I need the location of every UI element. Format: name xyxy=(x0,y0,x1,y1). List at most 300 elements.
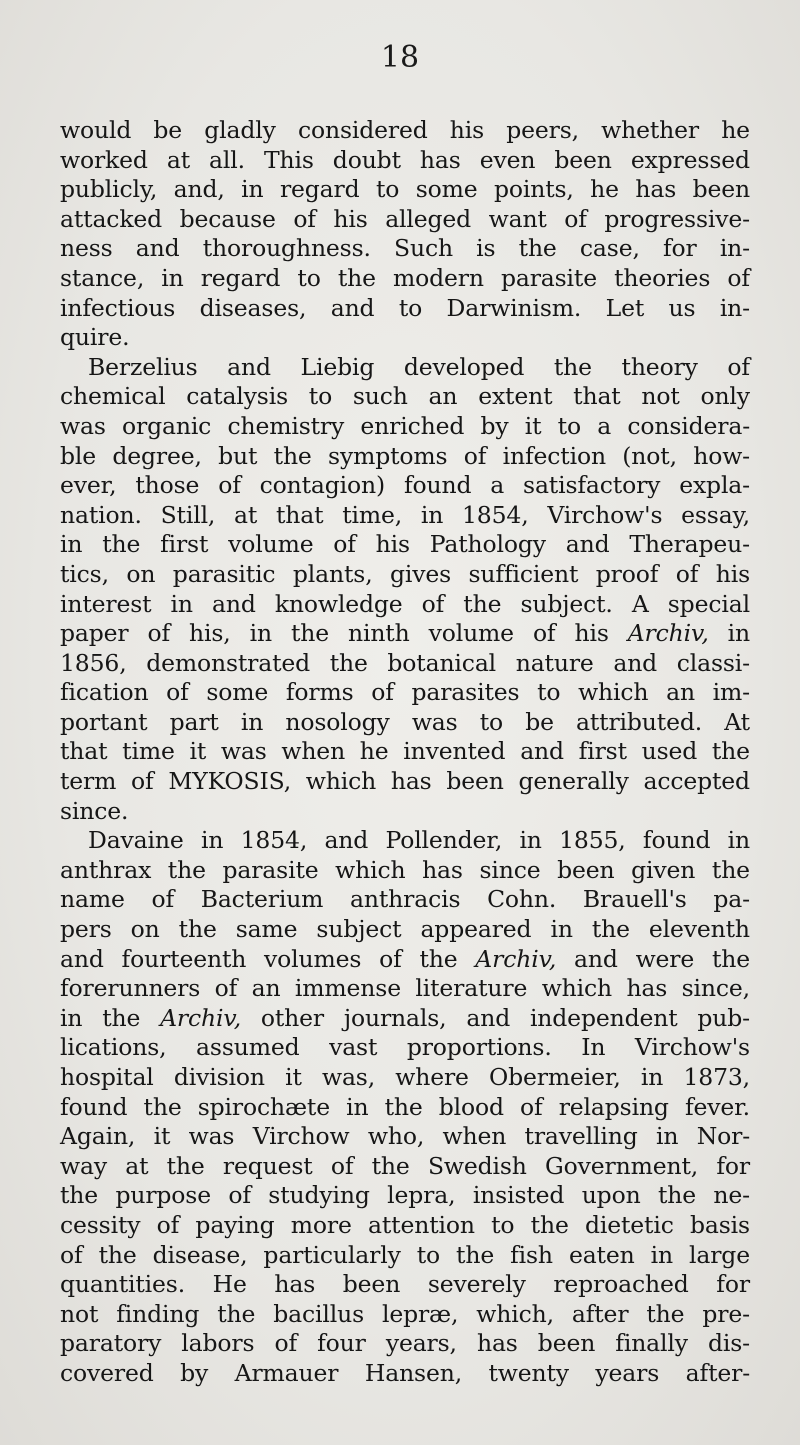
word: has xyxy=(635,175,677,204)
word: hospital xyxy=(60,1063,154,1091)
word: when xyxy=(281,737,346,766)
word: Virchow's xyxy=(547,500,663,529)
text-line xyxy=(60,885,750,915)
word: of xyxy=(60,1240,83,1269)
word: parasite xyxy=(222,855,319,884)
word: of xyxy=(727,352,750,381)
word: the xyxy=(102,530,141,559)
word: only xyxy=(700,382,750,411)
word: regard xyxy=(279,175,360,204)
word: has xyxy=(476,1329,518,1358)
word: extent xyxy=(478,382,553,411)
word: volume xyxy=(428,619,514,648)
word: expla- xyxy=(679,471,750,500)
word: (not, xyxy=(622,441,677,470)
text-line xyxy=(60,175,750,205)
word: which xyxy=(578,678,649,707)
text-line xyxy=(60,234,750,264)
word: anthrax xyxy=(60,855,152,884)
word: Government, xyxy=(545,1151,699,1180)
word: thoroughness. xyxy=(202,234,371,263)
word: to xyxy=(375,175,400,204)
word: to xyxy=(308,382,333,411)
word: the xyxy=(290,619,329,648)
word: of xyxy=(166,678,189,707)
word: Virchow's xyxy=(634,1033,750,1062)
word: relapsing xyxy=(558,1092,669,1121)
word: subject. xyxy=(520,589,613,618)
text-line xyxy=(60,915,750,945)
word: of xyxy=(532,619,556,648)
word: after- xyxy=(685,1358,750,1387)
word: and xyxy=(520,737,564,766)
word: botanical xyxy=(387,648,497,677)
word: the xyxy=(518,234,557,263)
word: gives xyxy=(390,559,452,588)
word: Still, xyxy=(160,500,216,529)
word: Pollender, xyxy=(385,826,503,855)
word: on xyxy=(126,559,156,588)
word: that xyxy=(60,737,108,766)
word: points, xyxy=(493,175,574,204)
word: the xyxy=(553,352,592,381)
word: been xyxy=(537,1329,596,1358)
word: attacked xyxy=(60,204,163,233)
word: travelling xyxy=(524,1122,638,1151)
word: which xyxy=(305,767,377,796)
word: publicly, xyxy=(60,175,158,204)
word: invented xyxy=(403,737,506,766)
word: those xyxy=(135,471,200,500)
word: organic xyxy=(122,411,212,440)
word: in xyxy=(727,619,750,648)
word: of xyxy=(151,885,174,914)
text-line xyxy=(60,1300,750,1330)
word: an xyxy=(666,678,695,707)
text-line xyxy=(60,678,750,708)
word: be xyxy=(525,707,554,736)
word: literature xyxy=(415,974,528,1003)
word: at xyxy=(234,500,258,529)
word: and, xyxy=(173,175,225,204)
word: finally xyxy=(615,1329,688,1358)
word: since. xyxy=(60,796,129,825)
word: by xyxy=(480,411,509,440)
text-line xyxy=(60,205,750,235)
word: in xyxy=(656,1122,679,1151)
word: ninth xyxy=(347,619,410,648)
word: to xyxy=(416,1240,441,1269)
word: would xyxy=(60,116,132,144)
word: been xyxy=(554,145,612,174)
word: which, xyxy=(476,1299,554,1328)
word: an xyxy=(428,382,458,411)
word: independent xyxy=(529,1003,678,1032)
word: Obermeier, xyxy=(489,1063,621,1091)
word: Bacterium xyxy=(200,885,324,914)
word: This xyxy=(263,145,314,174)
word: in xyxy=(519,826,542,855)
text-line xyxy=(60,826,750,856)
word: but xyxy=(218,441,258,470)
word: his xyxy=(333,204,368,233)
text-line xyxy=(60,708,750,738)
word: that xyxy=(275,500,324,529)
word: the xyxy=(711,737,750,766)
word: appeared xyxy=(420,915,532,944)
word: his xyxy=(574,619,609,648)
word: by xyxy=(180,1358,209,1387)
word: in- xyxy=(719,293,750,322)
word: 1854, xyxy=(462,500,529,529)
word: case, xyxy=(579,234,640,263)
word: for xyxy=(662,234,697,263)
word: has xyxy=(422,855,463,884)
word: upon xyxy=(581,1181,641,1210)
word: his xyxy=(375,530,410,559)
word: ne- xyxy=(713,1181,750,1210)
word: large xyxy=(688,1240,750,1269)
text-line xyxy=(60,1270,750,1300)
word: In xyxy=(581,1033,606,1062)
word: division xyxy=(173,1063,265,1091)
word: in xyxy=(346,1092,369,1121)
word: of xyxy=(675,559,699,588)
word: and xyxy=(613,648,658,677)
word: reproached xyxy=(553,1270,689,1299)
word: proportions. xyxy=(406,1033,552,1062)
word: at xyxy=(125,1151,149,1180)
word: Davaine xyxy=(88,826,184,855)
word: has xyxy=(419,145,461,174)
text-line xyxy=(60,1152,750,1182)
word: journals, xyxy=(343,1003,447,1032)
word: that xyxy=(573,382,621,411)
word: since, xyxy=(681,974,750,1003)
word: the xyxy=(98,1240,137,1269)
word: Pathology xyxy=(429,530,546,559)
word: his, xyxy=(189,619,231,648)
word: he xyxy=(590,175,619,204)
word: the xyxy=(166,1151,205,1180)
word: way xyxy=(60,1151,107,1180)
word: modern xyxy=(392,263,484,292)
text-line xyxy=(60,442,750,472)
word: Brauell's xyxy=(582,885,687,914)
word: worked xyxy=(60,145,148,174)
word: lepræ, xyxy=(381,1299,459,1328)
word: Such xyxy=(394,234,453,263)
word: of xyxy=(147,619,171,648)
word: whether xyxy=(601,116,699,144)
text-line xyxy=(60,1093,750,1123)
word: dis- xyxy=(707,1329,750,1358)
word: attributed. xyxy=(576,707,703,736)
word: request xyxy=(222,1151,313,1180)
word: considered xyxy=(297,116,428,144)
word: Virchow xyxy=(252,1122,350,1151)
word: has xyxy=(274,1270,316,1299)
word: assumed xyxy=(196,1033,300,1062)
text-line xyxy=(60,471,750,501)
text-line xyxy=(60,737,750,767)
word: vast xyxy=(329,1033,378,1062)
word: pre- xyxy=(702,1299,750,1328)
word: term xyxy=(60,767,117,796)
word: portant xyxy=(60,707,148,736)
word: his xyxy=(715,559,750,588)
word: sufficient xyxy=(468,559,579,588)
word: the xyxy=(337,263,376,292)
word: of xyxy=(727,263,750,292)
word: and xyxy=(227,352,271,381)
word: symptoms xyxy=(328,441,448,470)
word: Cohn. xyxy=(487,885,557,914)
word: because xyxy=(179,204,276,233)
word: the xyxy=(60,1181,99,1210)
word: time xyxy=(122,737,175,766)
word: after xyxy=(571,1299,629,1328)
word: the xyxy=(456,1240,495,1269)
word: 1873, xyxy=(683,1063,750,1091)
word: been xyxy=(342,1270,401,1299)
word: stance, xyxy=(60,263,145,292)
word: theory xyxy=(621,352,698,381)
word: eleventh xyxy=(648,915,750,944)
word: pers xyxy=(60,915,112,944)
word: immense xyxy=(294,974,401,1003)
word: severely xyxy=(427,1270,526,1299)
text-line xyxy=(60,560,750,590)
word: a xyxy=(490,471,505,500)
word: catalysis xyxy=(186,382,288,411)
word: of xyxy=(520,1092,543,1121)
word: to xyxy=(479,707,504,736)
word: of xyxy=(463,441,487,470)
word: gladly xyxy=(204,116,276,144)
word: of xyxy=(218,471,241,500)
word: how- xyxy=(693,441,750,470)
word: subject xyxy=(316,915,402,944)
text-line xyxy=(60,146,750,176)
text-line xyxy=(60,264,750,294)
word: such xyxy=(352,382,408,411)
text-line xyxy=(60,974,750,1004)
text-line xyxy=(60,1181,750,1211)
word: in xyxy=(640,1063,664,1091)
word: im- xyxy=(712,678,750,707)
word: us xyxy=(668,293,696,322)
word: tics, xyxy=(60,559,109,588)
word: were xyxy=(635,944,695,973)
word: degree, xyxy=(112,441,202,470)
word: blood xyxy=(438,1092,504,1121)
text-line xyxy=(60,323,750,353)
word: time, xyxy=(342,500,403,529)
word: to xyxy=(297,263,321,292)
word: and xyxy=(212,589,256,618)
word: infectious xyxy=(60,293,176,322)
word: Liebig xyxy=(300,352,375,381)
word: parasites xyxy=(411,678,520,707)
word: doubt xyxy=(332,145,401,174)
word: has xyxy=(626,974,668,1003)
word: Therapeu- xyxy=(629,530,750,559)
word: satisfactory xyxy=(523,471,661,500)
text-line xyxy=(60,1122,750,1152)
word: ness xyxy=(60,234,113,263)
word: the xyxy=(384,1092,423,1121)
word: classi- xyxy=(676,648,750,677)
word: chemical xyxy=(60,382,166,411)
word: basis xyxy=(689,1210,750,1239)
word: want xyxy=(488,204,547,233)
word: Let xyxy=(605,293,645,322)
word: more xyxy=(290,1210,352,1239)
word: a xyxy=(597,411,612,440)
word: pa- xyxy=(713,885,750,914)
word: in xyxy=(240,707,264,736)
text-line xyxy=(60,530,750,560)
body-text xyxy=(60,116,750,1389)
text-line xyxy=(60,353,750,383)
word: interest xyxy=(60,589,152,618)
word: the xyxy=(646,1299,685,1328)
word: for xyxy=(716,1270,750,1299)
word: nosology xyxy=(285,707,390,736)
text-line xyxy=(60,1063,750,1093)
word: of xyxy=(293,204,316,233)
word: paratory xyxy=(60,1329,162,1358)
text-line xyxy=(60,767,750,797)
word: peers, xyxy=(506,116,579,144)
word: all. xyxy=(209,145,245,174)
word: Armauer xyxy=(234,1358,339,1387)
text-line xyxy=(60,590,750,620)
word: fever. xyxy=(684,1092,750,1121)
word: first xyxy=(578,737,627,766)
word: paper xyxy=(60,619,129,648)
word: proof xyxy=(595,559,659,588)
word: of xyxy=(379,944,402,973)
word: been xyxy=(557,855,615,884)
word: A xyxy=(631,589,649,618)
word: progressive- xyxy=(604,204,750,233)
word: the xyxy=(178,915,217,944)
word: regard xyxy=(200,263,281,292)
word: Darwinism. xyxy=(446,293,582,322)
word: in xyxy=(241,175,264,204)
word: alleged xyxy=(385,204,472,233)
word: not xyxy=(641,382,680,411)
word: first xyxy=(160,530,209,559)
word: years, xyxy=(385,1329,457,1358)
word: to xyxy=(398,293,423,322)
word: spirochæte xyxy=(197,1092,330,1121)
word: Hansen, xyxy=(364,1358,463,1387)
word: Swedish xyxy=(427,1151,527,1180)
word: the xyxy=(463,589,502,618)
word: and xyxy=(574,944,618,973)
word: of xyxy=(131,767,154,796)
word: essay, xyxy=(681,500,750,529)
word: of xyxy=(228,1181,251,1210)
word: where xyxy=(395,1063,469,1091)
word: be xyxy=(153,116,183,144)
word: and xyxy=(60,944,104,973)
word: of xyxy=(274,1329,298,1358)
word: it xyxy=(189,737,207,766)
word: it xyxy=(285,1063,302,1091)
word: name xyxy=(60,885,125,914)
word: even xyxy=(479,145,536,174)
word: theories xyxy=(614,263,711,292)
word: lepra, xyxy=(387,1181,456,1210)
text-line xyxy=(60,294,750,324)
text-line xyxy=(60,116,750,146)
text-line xyxy=(60,856,750,886)
word: in xyxy=(170,589,193,618)
text-line xyxy=(60,1033,750,1063)
word: in xyxy=(650,1240,673,1269)
word: and xyxy=(330,293,375,322)
word: plants, xyxy=(292,559,373,588)
word: finding xyxy=(116,1299,200,1328)
word: disease, xyxy=(152,1240,248,1269)
word: covered xyxy=(60,1358,154,1387)
word: considera- xyxy=(627,411,750,440)
word: parasitic xyxy=(172,559,276,588)
word: in xyxy=(249,619,272,648)
word: some xyxy=(415,175,478,204)
word: an xyxy=(251,974,281,1003)
word: since xyxy=(479,855,541,884)
word: given xyxy=(631,855,696,884)
word: and xyxy=(565,530,610,559)
word: the xyxy=(419,944,458,973)
word: pub- xyxy=(697,1003,750,1032)
word: Again, xyxy=(60,1122,136,1151)
text-line xyxy=(60,1004,750,1034)
word: been xyxy=(446,767,504,796)
word: to xyxy=(537,678,561,707)
word: in xyxy=(550,915,573,944)
word: volumes xyxy=(264,944,362,973)
word: used xyxy=(641,737,698,766)
word: it xyxy=(524,411,542,440)
word: in xyxy=(420,500,444,529)
word: MYKOSIS, xyxy=(168,767,292,796)
word: in xyxy=(60,1003,83,1032)
word: which xyxy=(335,855,406,884)
word: eaten xyxy=(568,1240,635,1269)
word: the xyxy=(329,648,368,677)
word: same xyxy=(235,915,298,944)
text-line xyxy=(60,412,750,442)
word: on xyxy=(130,915,160,944)
word: paying xyxy=(195,1210,275,1239)
word: Archiv, xyxy=(475,944,557,973)
word: of xyxy=(421,589,445,618)
word: in- xyxy=(719,234,750,263)
word: is xyxy=(476,234,496,263)
word: the xyxy=(371,1151,410,1180)
word: part xyxy=(169,707,219,736)
word: was, xyxy=(321,1063,376,1091)
word: twenty xyxy=(488,1358,569,1387)
word: nation. xyxy=(60,500,142,529)
word: infection xyxy=(502,441,606,470)
